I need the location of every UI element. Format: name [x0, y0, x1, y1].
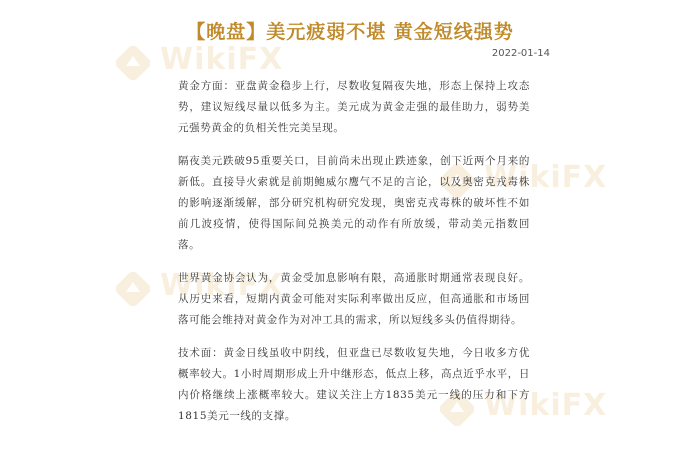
article-title: 【晚盘】美元疲弱不堪 黄金短线强势 — [186, 21, 514, 43]
watermark-text: WikiFX — [484, 160, 608, 195]
watermark-text: WikiFX — [484, 388, 608, 423]
article-body — [178, 76, 530, 439]
watermark-text: WikiFX — [160, 42, 284, 77]
wikifx-logo-icon — [116, 46, 150, 80]
paragraph-gold-overview: 黄金方面：亚盘黄金稳步上行，尽数收复隔夜失地，形态上保持上攻态势，建议短线尽量以低多为主。美元成为黄金走强的最佳助力，弱势美元强势黄金的负相关性完美呈现。 — [178, 80, 530, 134]
paragraph-wgc-view: 世界黄金协会认为，黄金受加息影响有限，高通胀时期通常表现良好。从历史来看，短期内黄金可能对实际利率做出反应，但高通胀和市场回落可能会维持对黄金作为对冲工具的需求，所以短线多头仍值得期待。 — [178, 272, 530, 326]
article-date: 2022-01-14 — [491, 48, 550, 59]
paragraph-technical: 技术面：黄金日线虽收中阴线，但亚盘已尽数收复失地，今日收多方优概率较大。1小时周期形成上升中继形态，低点上移，高点近乎水平，日内价格继续上涨概率较大。建议关注上方1835美元一线的压力和下方1815美元一线的支撑。 — [178, 347, 530, 422]
wikifx-logo-icon — [116, 272, 150, 306]
paragraph-dollar-analysis: 隔夜美元跌破95重要关口，目前尚未出现止跌迹象，创下近两个月来的新低。直接导火索就是前期鲍威尔鹰气不足的言论，以及奥密克戎毒株的影响逐渐缓解，部分研究机构研究发现，奥密克戎毒株的破坏性不如前几波疫情，使得国际间兑换美元的动作有所放缓，带动美元指数回落。 — [178, 155, 530, 251]
watermark-text: WikiFX — [160, 268, 284, 303]
